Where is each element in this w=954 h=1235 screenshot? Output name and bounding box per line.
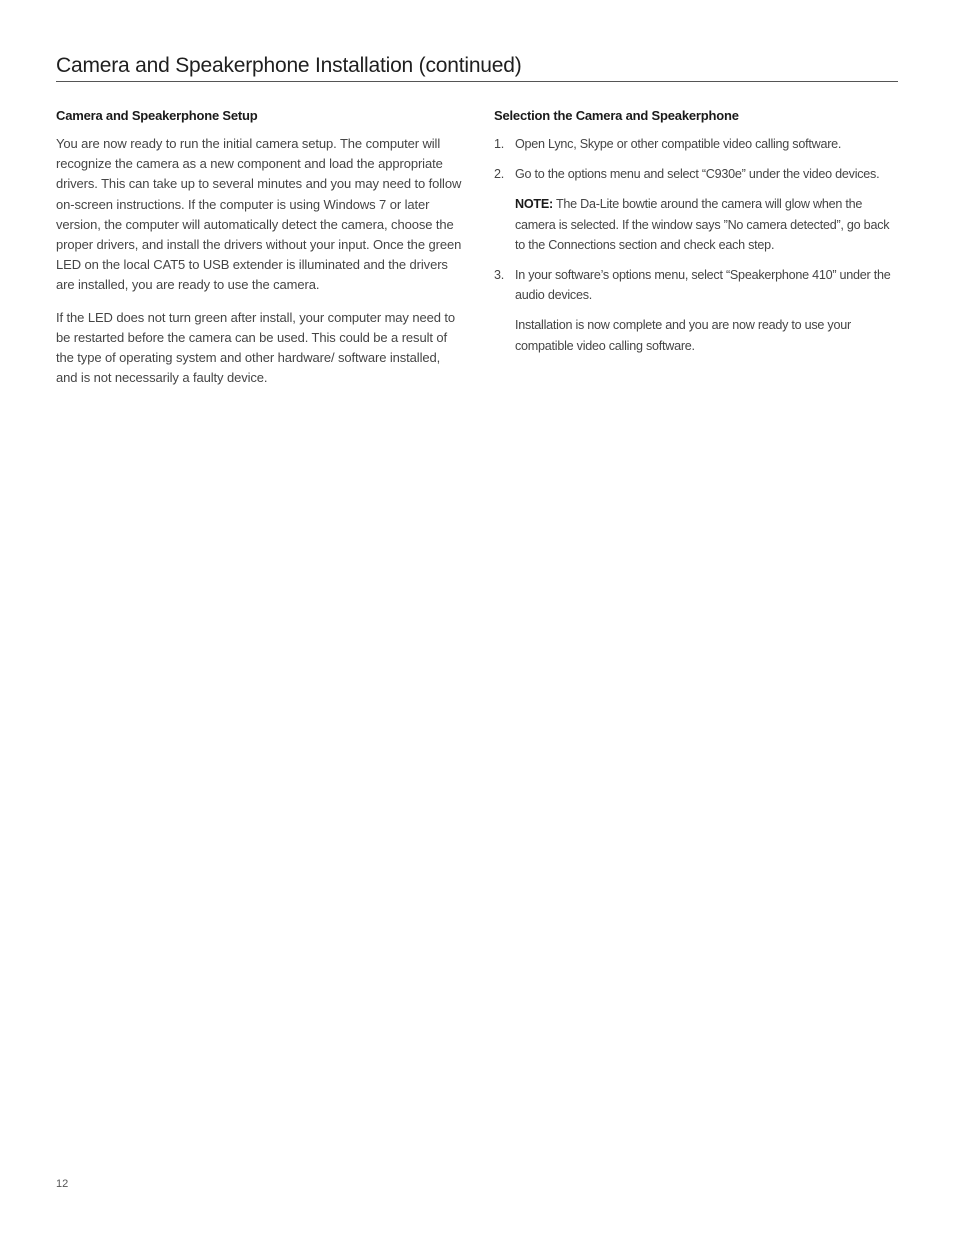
step-item <box>494 164 898 184</box>
led-troubleshoot-paragraph: If the LED does not turn green after install, your computer may need to be restarted before the camera can be used. This could be a result of the type of operating system and other hardware/ software installed, and is not necessarily a faulty device. <box>56 309 456 386</box>
setup-paragraph: You are now ready to run the initial camera setup. The computer will recognize the camera as a new component and load the appropriate drivers. This can take up to several minutes and you may need to follow on-screen instructions. If the computer is using Windows 7 or later version, the computer will automatically detect the camera, choose the proper drivers, and install the drivers without your input. Once the green LED on the local CAT5 to USB extender is illuminated and the drivers are installed, you are ready to use the camera. <box>56 136 462 293</box>
page-number: 12 <box>56 1178 69 1190</box>
selection-section <box>494 107 898 366</box>
selection-steps <box>494 134 898 184</box>
title-divider <box>56 81 898 82</box>
step-item <box>494 134 898 154</box>
step-text: Open Lync, Skype or other compatible video calling software. <box>515 137 842 151</box>
page-title: Camera and Speakerphone Installation (continued) <box>56 54 522 77</box>
note-label: NOTE: <box>515 197 553 212</box>
step-item <box>494 265 898 305</box>
selection-steps-continued <box>494 265 898 305</box>
step-text: Go to the options menu and select “C930e” under the video devices. <box>515 167 880 182</box>
step-number: 1. <box>494 137 505 151</box>
setup-section <box>56 107 464 400</box>
closing-paragraph: Installation is now complete and you are now ready to use your compatible video calling software. <box>515 318 851 353</box>
selection-heading: Selection the Camera and Speakerphone <box>494 108 739 123</box>
step-number: 2. <box>494 167 505 182</box>
note-paragraph <box>515 194 898 255</box>
step-number: 3. <box>494 268 505 283</box>
note-text: The Da-Lite bowtie around the camera will glow when the camera is selected. If the window says ”No camera detected”, go back to the Connections section and check each step. <box>515 197 890 252</box>
step-text: In your software’s options menu, select “Speakerphone 410” under the audio devices. <box>515 268 891 303</box>
setup-heading: Camera and Speakerphone Setup <box>56 108 258 123</box>
